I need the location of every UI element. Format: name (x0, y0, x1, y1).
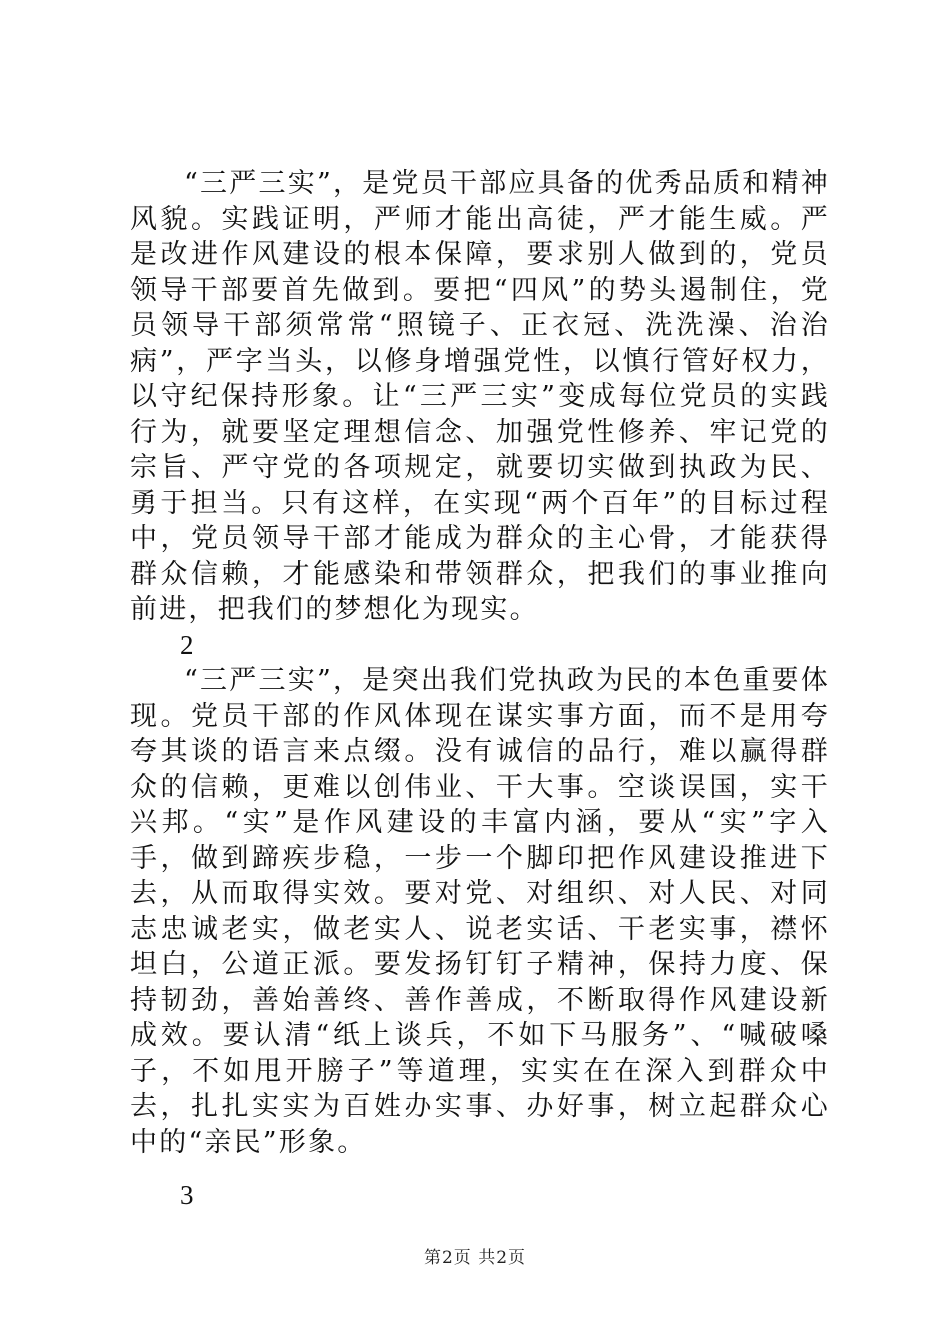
section-number-3: 3 (180, 1180, 196, 1210)
section-number-2: 2 (180, 629, 196, 660)
document-body (130, 166, 830, 1214)
paragraph-1: “三严三实”，是党员干部应具备的优秀品质和精神风貌。实践证明，严师才能出高徒，严才能生威。严是改进作风建设的根本保障，要求别人做到的，党员领导干部要首先做到。要把“四风”的势头遏制住，党员领导干部须常常“照镜子、正衣冠、洗洗澡、治治病”，严字当头，以修身增强党性，以慎行管好权力，以守纪保持形象。让“三严三实”变成每位党员的实践行为，就要坚定理想信念、加强党性修养、牢记党的宗旨、严守党的各项规定，就要切实做到执政为民、勇于担当。只有这样，在实现“两个百年”的目标过程中，党员领导干部才能成为群众的主心骨，才能获得群众信赖，才能感染和带领群众，把我们的事业推向前进，把我们的梦想化为现实。 (130, 168, 830, 625)
paragraph-2: “三严三实”，是突出我们党执政为民的本色重要体现。党员干部的作风体现在谋实事方面，而不是用夸夸其谈的语言来点缀。没有诚信的品行，难以赢得群众的信赖，更难以创伟业、干大事。空谈误国，实干兴邦。“实”是作风建设的丰富内涵，要从“实”字入手，做到蹄疾步稳，一步一个脚印把作风建设推进下去，从而取得实效。要对党、对组织、对人民、对同志忠诚老实，做老实人、说老实话、干老实事，襟怀坦白，公道正派。要发扬钉钉子精神，保持力度、保持韧劲，善始善终、善作善成，不断取得作风建设新成效。要认清“纸上谈兵，不如下马服务”、“喊破嗓子，不如甩开膀子”等道理，实实在在深入到群众中去，扎扎实实为百姓办实事、办好事，树立起群众心中的“亲民”形象。 (130, 665, 830, 1158)
page-footer: 第2页 共2页 (423, 1248, 527, 1268)
